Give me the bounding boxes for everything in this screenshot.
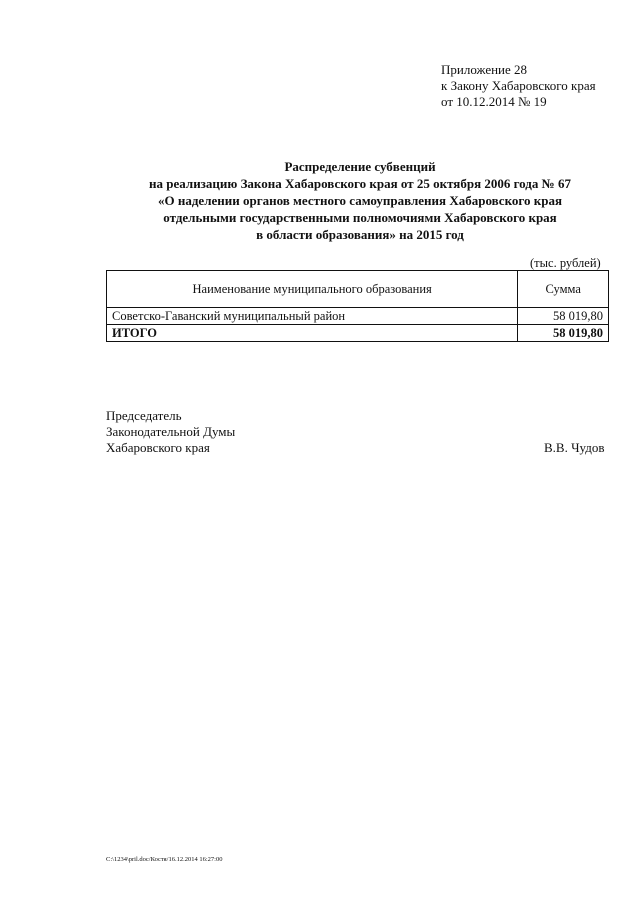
document-title [100,158,620,243]
cell-sum: 58 019,80 [518,308,609,325]
title-line: Распределение субвенций [284,159,436,174]
appendix-law-ref: к Закону Хабаровского края [441,78,596,93]
signature-block [106,408,235,456]
appendix-header [441,62,596,110]
signatory-position: Хабаровского края [106,440,210,455]
total-label: ИТОГО [107,325,518,342]
table-total-row [107,325,609,342]
title-line: в области образования» на 2015 год [256,227,464,242]
signatory-name: В.В. Чудов [544,440,605,455]
header-municipality-name: Наименование муниципального образования [107,271,518,308]
title-line: «О наделении органов местного самоуправления Хабаровского края [158,193,562,208]
title-line: отдельными государственными полномочиями Хабаровского края [163,210,557,225]
title-line: на реализацию Закона Хабаровского края от 25 октября 2006 года № 67 [149,176,571,191]
distribution-table [106,270,609,342]
appendix-date: от 10.12.2014 № 19 [441,94,547,109]
signatory-position: Законодательной Думы [106,424,236,439]
table-header-row [107,271,609,308]
total-sum: 58 019,80 [518,325,609,342]
file-path-footer: C:\1234\pril.doc/Костя/16.12.2014 16:27:00 [106,856,223,863]
signatory-position: Председатель [106,408,182,423]
table-row [107,308,609,325]
cell-municipality-name: Советско-Гаванский муниципальный район [107,308,518,325]
units-label: (тыс. рублей) [530,256,601,270]
header-sum: Сумма [518,271,609,308]
appendix-number: Приложение 28 [441,62,528,77]
